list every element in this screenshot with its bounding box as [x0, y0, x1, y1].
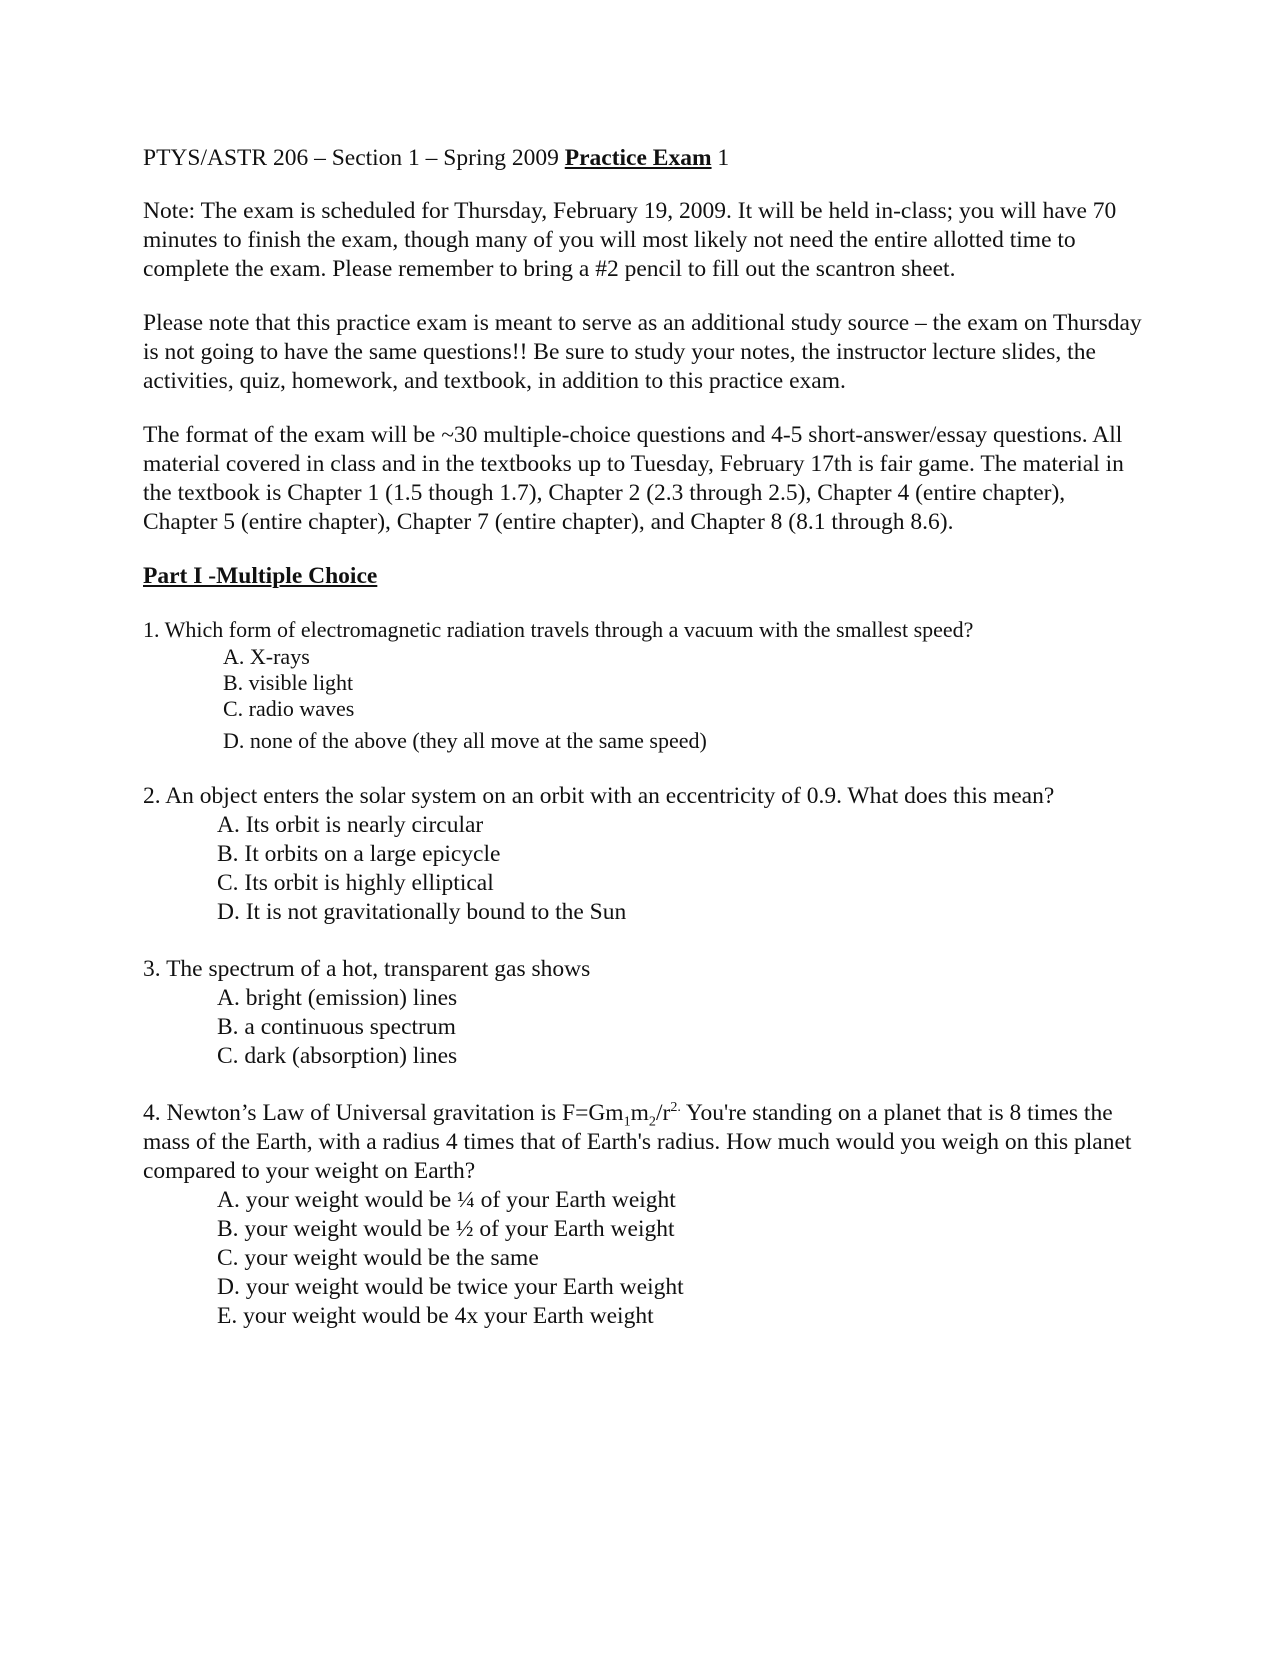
subscript-2: 2	[648, 1113, 656, 1130]
stem-part: /r	[655, 1100, 671, 1126]
choice-item: D. your weight would be twice your Earth weight	[217, 1274, 684, 1300]
stem-part: 4. Newton’s Law of Universal gravitation is F=Gm	[143, 1100, 624, 1126]
choice-list	[143, 644, 1143, 754]
choice-list	[143, 811, 1143, 927]
exam-schedule-note: Note: The exam is scheduled for Thursday, February 19, 2009. It will be held in-class; you will have 70 minutes to finish the exam, though many of you will most likely not need the entire allotted time to complete the exam. Please remember to bring a #2 pencil to fill out the scantron sheet.	[143, 198, 1117, 282]
question-stem: 1. Which form of electromagnetic radiation travels through a vacuum with the smallest speed?	[143, 617, 974, 642]
superscript-2: 2.	[670, 1099, 681, 1116]
subscript-1: 1	[623, 1113, 631, 1130]
choice-item: D. It is not gravitationally bound to the Sun	[217, 899, 627, 925]
study-source-note: Please note that this practice exam is meant to serve as an additional study source – the exam on Thursday is not going to have the same questions!! Be sure to study your notes, the instructor lecture slides, the activities, quiz, homework, and textbook, in addition to this practice exam.	[143, 310, 1142, 394]
question-stem	[143, 1099, 1143, 1186]
exam-title	[143, 144, 1143, 173]
question-2	[143, 782, 1143, 927]
exam-format-note: The format of the exam will be ~30 multiple-choice questions and 4-5 short-answer/essay questions. All material covered in class and in the textbooks up to Tuesday, February 17th is fair game. The material in the textbook is Chapter 1 (1.5 though 1.7), Chapter 2 (2.3 through 2.5), Chapter 4 (entire chapter), Chapter 5 (entire chapter), Chapter 7 (entire chapter), and Chapter 8 (8.1 through 8.6).	[143, 422, 1124, 535]
choice-list	[143, 984, 1143, 1071]
choice-item: A. your weight would be ¼ of your Earth weight	[217, 1187, 676, 1213]
title-suffix: 1	[711, 145, 730, 171]
choice-item: D. none of the above (they all move at the same speed)	[223, 728, 707, 753]
choice-item: C. radio waves	[223, 696, 355, 721]
question-stem: 2. An object enters the solar system on an orbit with an eccentricity of 0.9. What does this mean?	[143, 783, 1055, 809]
choice-item: A. X-rays	[223, 644, 310, 669]
question-1	[143, 615, 1143, 754]
question-stem: 3. The spectrum of a hot, transparent gas shows	[143, 956, 591, 982]
choice-item: B. your weight would be ½ of your Earth weight	[217, 1216, 675, 1242]
choice-item: A. bright (emission) lines	[217, 985, 458, 1011]
choice-item: C. your weight would be the same	[217, 1245, 539, 1271]
stem-part: m	[630, 1100, 649, 1126]
choice-item: B. visible light	[223, 670, 354, 695]
choice-list	[143, 1186, 1143, 1331]
choice-item: B. a continuous spectrum	[217, 1014, 456, 1040]
title-practice-exam: Practice Exam	[564, 145, 712, 171]
title-prefix: PTYS/ASTR 206 – Section 1 – Spring 2009	[143, 145, 565, 171]
choice-item: B. It orbits on a large epicycle	[217, 841, 501, 867]
part1-heading: Part I -Multiple Choice	[143, 563, 378, 589]
exam-page	[143, 144, 1143, 1359]
choice-item: A. Its orbit is nearly circular	[217, 812, 484, 838]
stem-part: You're standing on a planet that is 8 times the mass of the Earth, with a radius 4 times that of Earth's radius. How much would you weigh on this planet compared to your weight on Earth?	[143, 1100, 1132, 1184]
choice-item: C. Its orbit is highly elliptical	[217, 870, 494, 896]
choice-item: C. dark (absorption) lines	[217, 1043, 458, 1069]
question-3	[143, 955, 1143, 1071]
question-4	[143, 1099, 1143, 1331]
choice-item: E. your weight would be 4x your Earth weight	[217, 1303, 654, 1329]
